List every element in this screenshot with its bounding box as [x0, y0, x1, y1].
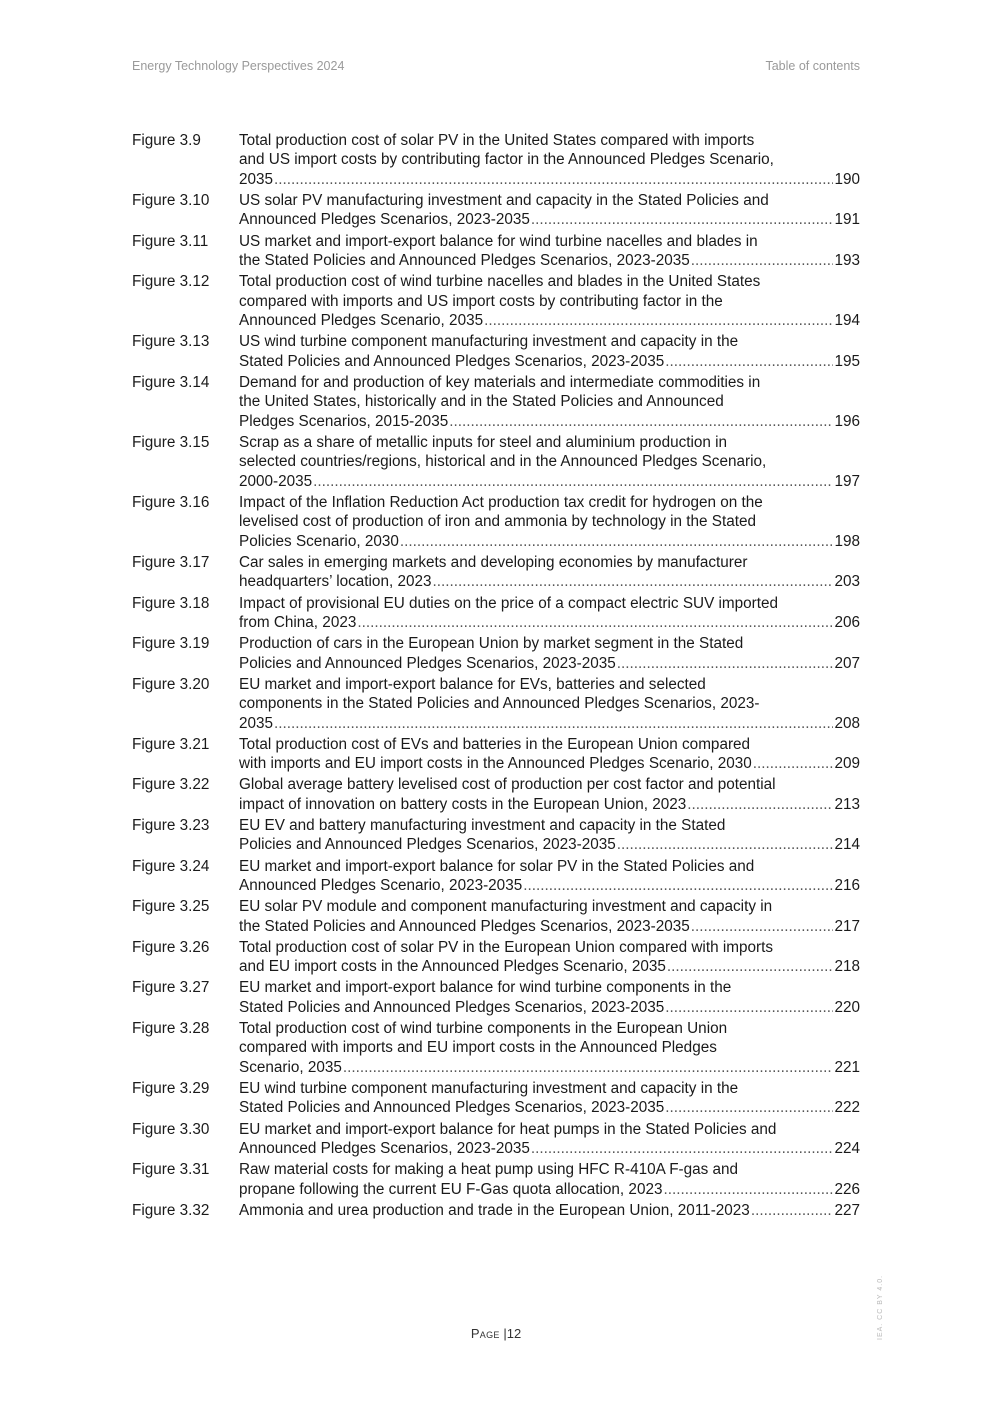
figure-title-line: Total production cost of wind turbine nacelles and blades in the United States	[239, 273, 761, 291]
figure-title-line: and EU import costs in the Announced Pledges Scenario, 2035	[239, 958, 666, 976]
figure-label: Figure 3.10	[132, 192, 210, 210]
figure-label: Figure 3.22	[132, 776, 210, 794]
toc-entry[interactable]	[132, 634, 860, 673]
figure-title-last-line	[239, 311, 860, 330]
page-reference[interactable]: 224	[834, 1140, 860, 1158]
page-reference[interactable]: 197	[834, 472, 860, 490]
toc-entry[interactable]	[132, 897, 860, 936]
figure-title-line: propane following the current EU F-Gas quota allocation, 2023	[239, 1180, 663, 1198]
figure-title-line: the Stated Policies and Announced Pledges Scenarios, 2023-2035	[239, 917, 690, 935]
figure-title-line: compared with imports and EU import costs in the Announced Pledges	[239, 1039, 717, 1057]
dot-leader	[274, 170, 833, 189]
figure-title	[239, 373, 860, 431]
figure-title-line: Total production cost of solar PV in the United States compared with imports	[239, 132, 755, 149]
page-reference[interactable]: 216	[834, 876, 860, 894]
toc-entry[interactable]	[132, 938, 860, 977]
figure-label: Figure 3.28	[132, 1020, 210, 1038]
figure-title-line: 2035	[239, 714, 274, 732]
dot-leader	[617, 835, 834, 854]
license-watermark: IEA. CC BY 4.0.	[877, 1274, 884, 1340]
toc-entry[interactable]	[132, 675, 860, 733]
dot-leader	[343, 1058, 834, 1077]
dot-leader	[753, 754, 834, 773]
toc-entry[interactable]	[132, 816, 860, 855]
toc-entry[interactable]	[132, 493, 860, 551]
dot-leader	[691, 251, 834, 270]
figure-label: Figure 3.11	[132, 232, 209, 250]
page-reference[interactable]: 206	[834, 613, 860, 631]
figure-title-last-line	[239, 714, 860, 733]
figure-label: Figure 3.26	[132, 938, 210, 956]
figure-title-line: Total production cost of solar PV in the European Union compared with imports	[239, 938, 773, 956]
figure-title-line: Production of cars in the European Union by market segment in the Stated	[239, 635, 744, 653]
dot-leader	[663, 1180, 833, 1199]
page-reference[interactable]: 207	[834, 654, 860, 672]
figure-title	[239, 433, 860, 491]
figure-title-line: EU EV and battery manufacturing investment and capacity in the Stated	[239, 816, 726, 834]
page-word: Page	[470, 1326, 500, 1341]
dot-leader	[432, 572, 833, 591]
toc-entry[interactable]	[132, 433, 860, 491]
page-reference[interactable]: 203	[834, 573, 860, 591]
figure-title	[239, 938, 860, 977]
figure-title-line: Total production cost of EVs and batteries in the European Union compared	[239, 735, 751, 753]
figure-title-line: EU market and import-export balance for EVs, batteries and selected	[239, 675, 706, 693]
page-separator: |	[503, 1326, 507, 1341]
figure-title-line: Stated Policies and Announced Pledges Scenarios, 2023-2035	[239, 1099, 665, 1117]
page-reference[interactable]: 227	[834, 1201, 860, 1219]
figure-title-line: EU wind turbine component manufacturing investment and capacity in the	[239, 1080, 739, 1098]
toc-entry[interactable]	[132, 1120, 860, 1159]
figure-title-line: Demand for and production of key materials and intermediate commodities in	[239, 373, 761, 391]
figure-title-line: Impact of the Inflation Reduction Act production tax credit for hydrogen on the	[239, 493, 763, 511]
figure-title-line: US market and import-export balance for wind turbine nacelles and blades in	[239, 232, 758, 250]
figure-title-last-line	[239, 998, 860, 1017]
figure-title-line: compared with imports and US import costs by contributing factor in the	[239, 292, 723, 310]
figure-title-line: impact of innovation on battery costs in the European Union, 2023	[239, 795, 687, 813]
figure-title-line: Stated Policies and Announced Pledges Scenarios, 2023-2035	[239, 998, 665, 1016]
figure-title	[239, 1019, 860, 1077]
figure-title	[239, 232, 860, 271]
figure-title-line: components in the Stated Policies and Announced Pledges Scenarios, 2023-	[239, 695, 760, 713]
dot-leader	[523, 876, 833, 895]
running-header-title: Energy Technology Perspectives 2024	[132, 59, 345, 73]
figure-title	[239, 272, 860, 330]
figure-label: Figure 3.16	[132, 493, 210, 511]
figure-label: Figure 3.30	[132, 1120, 210, 1138]
figure-title-last-line	[239, 1098, 860, 1117]
page-reference[interactable]: 208	[834, 714, 860, 732]
figure-title	[239, 594, 860, 633]
page-reference[interactable]: 209	[834, 755, 860, 773]
figure-title	[239, 332, 860, 371]
figure-title-last-line	[239, 170, 860, 189]
figure-title-line: 2035	[239, 170, 274, 188]
dot-leader	[274, 714, 833, 733]
page-footer	[0, 1326, 992, 1341]
figure-title-line: Announced Pledges Scenario, 2035	[239, 312, 484, 330]
figure-title	[239, 1201, 860, 1220]
figure-title-last-line	[239, 572, 860, 591]
toc-entry[interactable]	[132, 1019, 860, 1077]
page-reference[interactable]: 218	[834, 958, 860, 976]
figure-title-line: EU solar PV module and component manufacturing investment and capacity in	[239, 898, 773, 916]
figure-title	[239, 1079, 860, 1118]
figure-label: Figure 3.31	[132, 1161, 210, 1179]
figure-title-last-line	[239, 876, 860, 895]
figure-title-line: Pledges Scenarios, 2015-2035	[239, 412, 449, 430]
figure-title-last-line	[239, 1180, 860, 1199]
running-header-section: Table of contents	[765, 59, 860, 73]
figure-title-line: Ammonia and urea production and trade in the European Union, 2011-2023	[239, 1201, 750, 1219]
toc-entry[interactable]	[132, 131, 860, 189]
dot-leader	[357, 613, 833, 632]
figure-title	[239, 857, 860, 896]
page-reference[interactable]: 220	[834, 998, 860, 1016]
figure-label: Figure 3.27	[132, 979, 210, 997]
dot-leader	[687, 795, 833, 814]
toc-entry[interactable]	[132, 373, 860, 431]
figure-label: Figure 3.20	[132, 675, 210, 693]
page-reference[interactable]: 194	[834, 312, 860, 330]
dot-leader	[313, 472, 833, 491]
toc-entry[interactable]	[132, 978, 860, 1017]
figure-title-line: Announced Pledges Scenarios, 2023-2035	[239, 1140, 530, 1158]
figure-label: Figure 3.23	[132, 816, 210, 834]
figure-title	[239, 978, 860, 1017]
figure-title	[239, 1160, 860, 1199]
figure-title-line: US wind turbine component manufacturing investment and capacity in the	[239, 333, 739, 351]
figure-title-line: Announced Pledges Scenario, 2023-2035	[239, 876, 523, 894]
figure-label: Figure 3.29	[132, 1080, 210, 1098]
figure-title-line: levelised cost of production of iron and ammonia by technology in the Stated	[239, 513, 757, 531]
toc-entry[interactable]	[132, 191, 860, 230]
figure-title-last-line	[239, 957, 860, 976]
dot-leader	[449, 412, 833, 431]
figure-title	[239, 493, 860, 551]
toc-entry[interactable]	[132, 775, 860, 814]
dot-leader	[665, 352, 833, 371]
toc-entry[interactable]	[132, 1079, 860, 1118]
figure-title-last-line	[239, 472, 860, 491]
dot-leader	[400, 532, 834, 551]
page-reference[interactable]: 222	[834, 1099, 860, 1117]
figure-title-line: Car sales in emerging markets and developing economies by manufacturer	[239, 553, 748, 571]
figure-title-line: 2000-2035	[239, 472, 313, 490]
figure-title-line: Policies and Announced Pledges Scenarios, 2023-2035	[239, 654, 616, 672]
figure-title-last-line	[239, 613, 860, 632]
figure-title-last-line	[239, 654, 860, 673]
figure-label: Figure 3.18	[132, 594, 210, 612]
page-reference[interactable]: 217	[834, 917, 860, 935]
dot-leader	[617, 654, 834, 673]
figure-title-line: the United States, historically and in the Stated Policies and Announced	[239, 393, 724, 411]
figure-title-last-line	[239, 835, 860, 854]
figure-label: Figure 3.9	[132, 132, 201, 149]
figure-title-line: Policies Scenario, 2030	[239, 532, 399, 550]
figure-title	[239, 816, 860, 855]
figure-title-last-line	[239, 251, 860, 270]
figure-label: Figure 3.19	[132, 635, 210, 653]
figure-title	[239, 675, 860, 733]
figure-label: Figure 3.32	[132, 1201, 210, 1219]
figure-label: Figure 3.13	[132, 333, 210, 351]
figure-title	[239, 735, 860, 774]
figure-title-line: with imports and EU import costs in the Announced Pledges Scenario, 2030	[239, 755, 752, 773]
toc-entry[interactable]	[132, 332, 860, 371]
figure-label: Figure 3.21	[132, 735, 210, 753]
figure-title-line: and US import costs by contributing factor in the Announced Pledges Scenario,	[239, 151, 774, 169]
page-reference[interactable]: 226	[834, 1180, 860, 1198]
figure-title-line: US solar PV manufacturing investment and capacity in the Stated Policies and	[239, 192, 769, 210]
figure-title-line: Announced Pledges Scenarios, 2023-2035	[239, 211, 530, 229]
figure-label: Figure 3.12	[132, 273, 210, 291]
dot-leader	[531, 1139, 834, 1158]
toc-entry[interactable]	[132, 553, 860, 592]
toc-entry[interactable]	[132, 1160, 860, 1199]
figure-title-last-line	[239, 917, 860, 936]
figure-title-line: EU market and import-export balance for solar PV in the Stated Policies and	[239, 857, 755, 875]
page-reference[interactable]: 221	[834, 1058, 860, 1076]
figure-title-last-line	[239, 352, 860, 371]
figure-title-line: selected countries/regions, historical and in the Announced Pledges Scenario,	[239, 453, 767, 471]
page-reference[interactable]: 198	[834, 532, 860, 550]
figure-title-last-line	[239, 532, 860, 551]
figure-label: Figure 3.17	[132, 553, 210, 571]
figure-title-line: from China, 2023	[239, 613, 357, 631]
figure-title-line: Impact of provisional EU duties on the price of a compact electric SUV imported	[239, 594, 779, 612]
figure-label: Figure 3.25	[132, 898, 210, 916]
dot-leader	[665, 1098, 833, 1117]
dot-leader	[751, 1201, 834, 1220]
toc-entry[interactable]	[132, 857, 860, 896]
figure-title-last-line	[239, 1201, 860, 1220]
toc-entry[interactable]	[132, 232, 860, 271]
figure-title-last-line	[239, 210, 860, 229]
figure-title	[239, 191, 860, 230]
toc-entry[interactable]	[132, 735, 860, 774]
figure-title	[239, 553, 860, 592]
toc-entry[interactable]	[132, 594, 860, 633]
page-reference[interactable]: 195	[834, 352, 860, 370]
figure-title-last-line	[239, 1139, 860, 1158]
page-reference[interactable]: 193	[834, 252, 860, 270]
dot-leader	[667, 957, 834, 976]
figure-title-line: headquarters’ location, 2023	[239, 573, 432, 591]
dot-leader	[665, 998, 833, 1017]
figure-title-last-line	[239, 754, 860, 773]
page-reference[interactable]: 196	[834, 412, 860, 430]
figure-title-line: Total production cost of wind turbine components in the European Union	[239, 1020, 728, 1038]
dot-leader	[484, 311, 833, 330]
figure-title-line: the Stated Policies and Announced Pledges Scenarios, 2023-2035	[239, 252, 690, 270]
figure-title-last-line	[239, 412, 860, 431]
page-reference[interactable]: 190	[834, 170, 860, 188]
figure-title-line: Stated Policies and Announced Pledges Scenarios, 2023-2035	[239, 352, 665, 370]
figure-title-line: EU market and import-export balance for heat pumps in the Stated Policies and	[239, 1120, 777, 1138]
figure-title-line: Scrap as a share of metallic inputs for steel and aluminium production in	[239, 433, 728, 451]
figure-title	[239, 775, 860, 814]
figure-title	[239, 131, 860, 189]
dot-leader	[691, 917, 834, 936]
figure-title-line: Raw material costs for making a heat pump using HFC R-410A F-gas and	[239, 1161, 739, 1179]
table-of-figures	[132, 131, 860, 1222]
figure-title	[239, 634, 860, 673]
page-reference[interactable]: 191	[834, 211, 860, 229]
figure-title-line: Global average battery levelised cost of production per cost factor and potential	[239, 776, 776, 794]
toc-entry[interactable]	[132, 272, 860, 330]
figure-title	[239, 897, 860, 936]
figure-title-line: Scenario, 2035	[239, 1058, 342, 1076]
figure-label: Figure 3.14	[132, 373, 210, 391]
figure-label: Figure 3.24	[132, 857, 210, 875]
page-reference[interactable]: 213	[834, 795, 860, 813]
figure-title	[239, 1120, 860, 1159]
figure-label: Figure 3.15	[132, 433, 210, 451]
dot-leader	[531, 210, 834, 229]
figure-title-line: EU market and import-export balance for wind turbine components in the	[239, 979, 732, 997]
figure-title-line: Policies and Announced Pledges Scenarios, 2023-2035	[239, 836, 616, 854]
page-reference[interactable]: 214	[834, 836, 860, 854]
figure-title-last-line	[239, 795, 860, 814]
toc-entry[interactable]	[132, 1201, 860, 1220]
page-number: 12	[506, 1326, 522, 1341]
figure-title-last-line	[239, 1058, 860, 1077]
